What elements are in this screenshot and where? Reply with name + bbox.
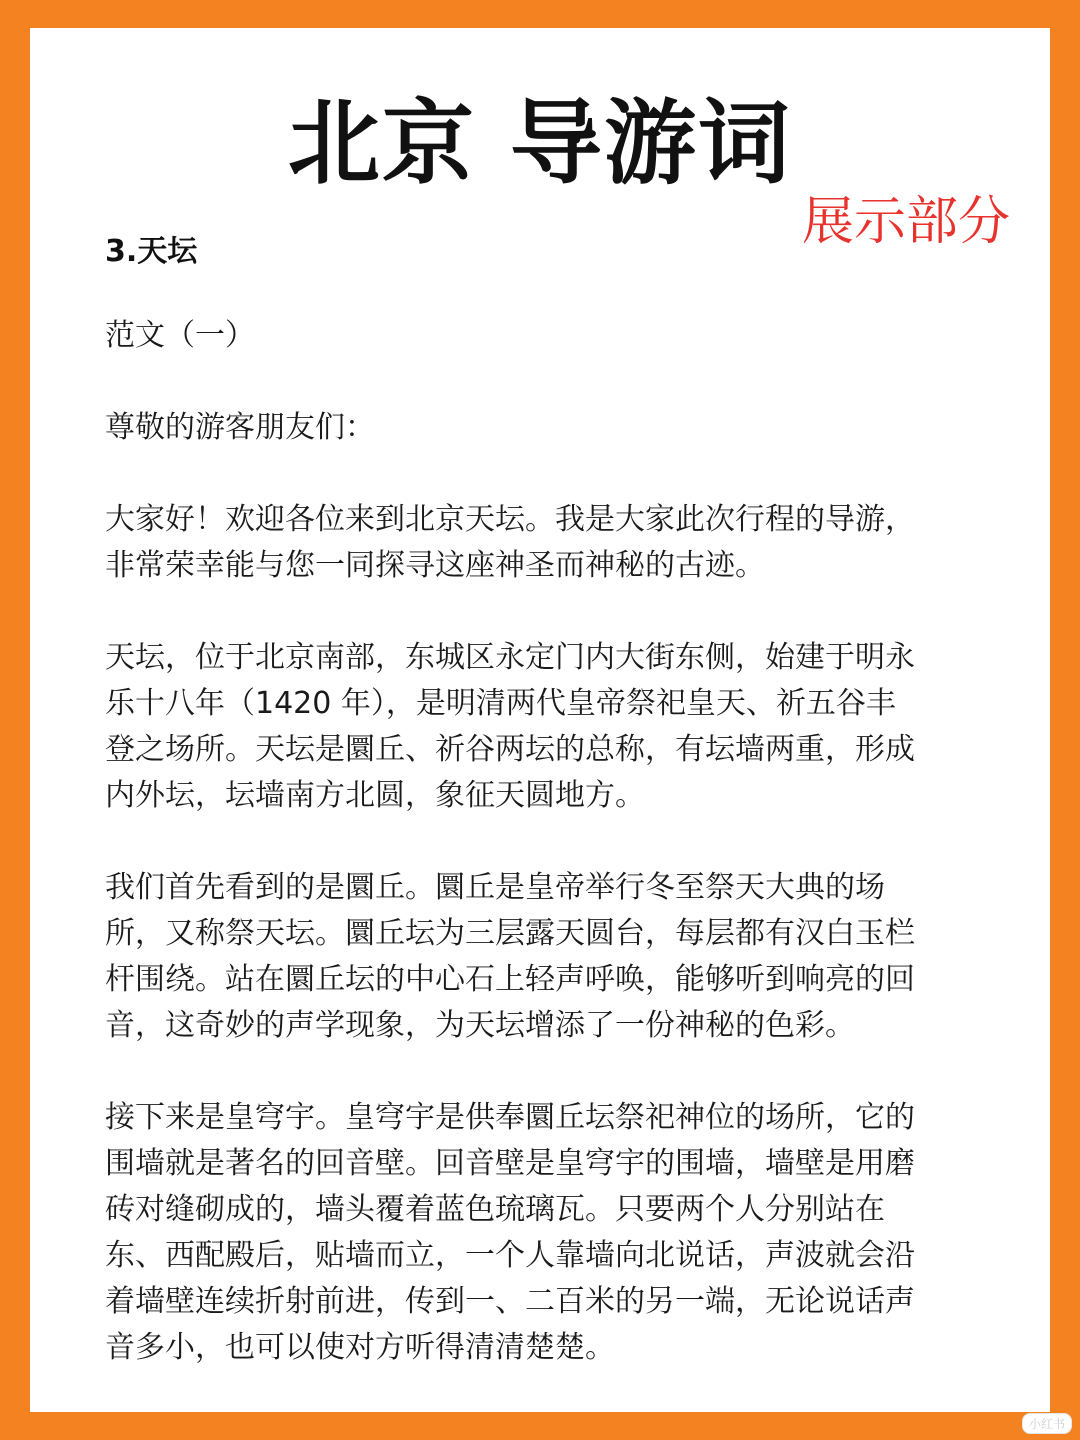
paragraph-overview: 天坛，位于北京南部，东城区永定门内大街东侧，始建于明永 乐十八年（1420 年），是明清两代皇帝祭祀皇天、祈五谷丰 登之场所。天坛是圜丘、祈谷两坛的总称，有坛墙两重，形成 内外坛，坛墙南方北圆，象征天圆地方。 xyxy=(105,640,915,813)
paragraph-imperial-vault: 接下来是皇穹宇。皇穹宇是供奉圜丘坛祭祀神位的场所，它的 围墙就是著名的回音壁。回音壁是皇穹宇的围墙，墙壁是用磨 砖对缝砌成的，墙头覆着蓝色琉璃瓦。只要两个人分别站在 东、西配殿后，贴墙而立，一个人靠墙向北说话，声波就会沿 着墙壁连续折射前进，传到一、二百米的另一端，无论说话声 音多小，也可以使对方听得清清楚楚。 xyxy=(105,1100,915,1365)
document-page xyxy=(30,28,1050,1412)
preview-label: 展示部分 xyxy=(801,192,1010,252)
article-greeting: 尊敬的游客朋友们： xyxy=(105,410,375,445)
paragraph-welcome: 大家好！欢迎各位来到北京天坛。我是大家此次行程的导游， 非常荣幸能与您一同探寻这座神圣而神秘的古迹。 xyxy=(105,502,915,583)
page-title: 北京 导游词 xyxy=(287,90,793,197)
article-subtitle: 范文（一） xyxy=(105,318,255,353)
article-body xyxy=(105,313,975,1417)
watermark: 小红书 xyxy=(1022,1413,1072,1434)
section-heading: 3.天坛 xyxy=(105,234,198,269)
paragraph-circular-mound: 我们首先看到的是圜丘。圜丘是皇帝举行冬至祭天大典的场 所，又称祭天坛。圜丘坛为三层露天圆台，每层都有汉白玉栏 杆围绕。站在圜丘坛的中心石上轻声呼唤，能够听到响亮的回 音，这奇妙的声学现象，为天坛增添了一份神秘的色彩。 xyxy=(105,870,915,1043)
